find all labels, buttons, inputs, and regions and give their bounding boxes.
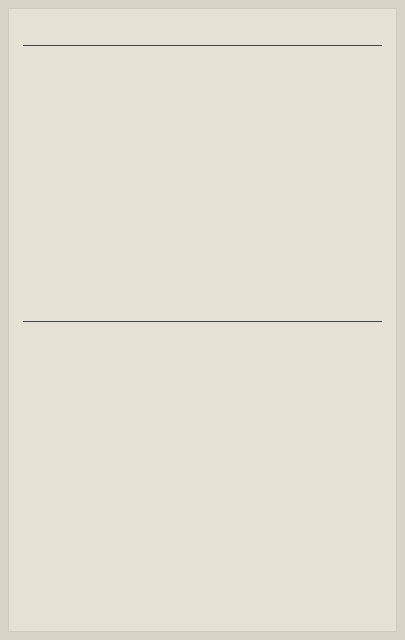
upper-text-block <box>23 53 382 317</box>
running-header <box>23 19 382 43</box>
book-page <box>8 8 397 632</box>
tier-divider <box>23 321 382 322</box>
header-rule <box>23 45 382 46</box>
lower-text-block <box>23 327 382 607</box>
